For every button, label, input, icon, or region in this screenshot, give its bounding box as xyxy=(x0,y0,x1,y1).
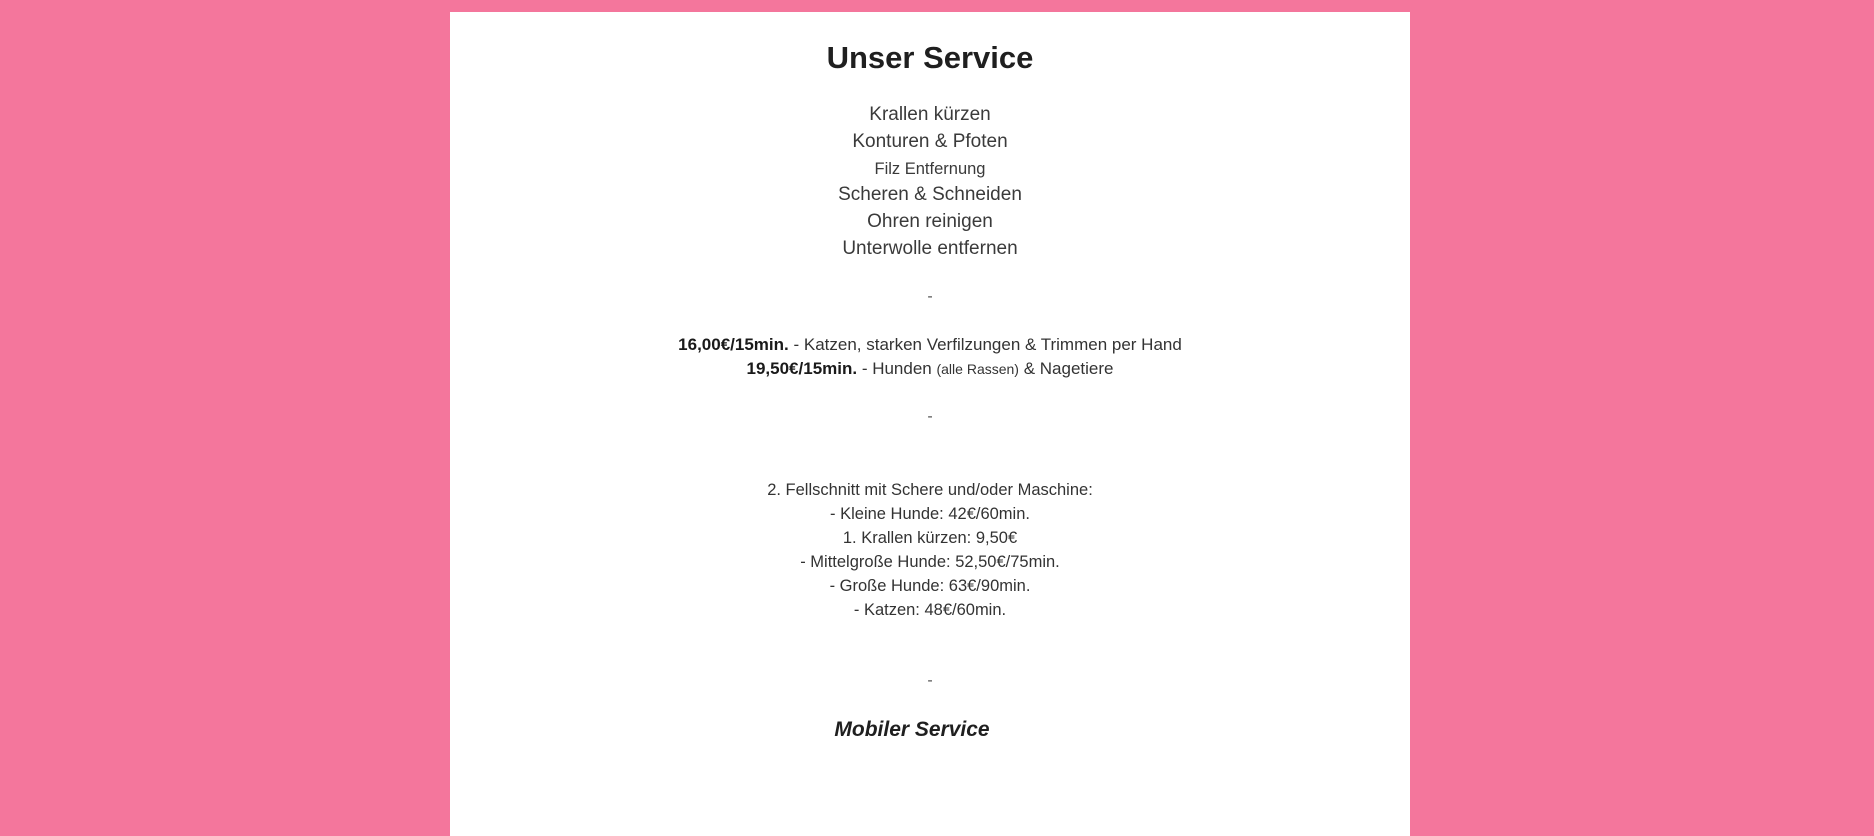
list-item: - Mittelgroße Hunde: 52,50€/75min. xyxy=(800,553,1060,571)
price-amount: 16,00€/15min. xyxy=(678,335,789,354)
price-description: - Hunden xyxy=(857,359,937,378)
list-item: 2. Fellschnitt mit Schere und/oder Maschine: xyxy=(767,481,1093,499)
service-item-konturen: Konturen & Pfoten xyxy=(852,131,1008,152)
service-item-ohren: Ohren reinigen xyxy=(867,211,993,232)
service-item-unterwolle: Unterwolle entfernen xyxy=(842,238,1018,259)
list-item: - Katzen: 48€/60min. xyxy=(853,601,1007,619)
service-item-krallen: Krallen kürzen xyxy=(869,104,991,125)
separator-3: - xyxy=(927,672,933,689)
price-description-suffix: & Nagetiere xyxy=(1018,359,1114,378)
page-title: Unser Service xyxy=(826,40,1034,75)
separator-2: - xyxy=(927,408,933,425)
price-amount: 19,50€/15min. xyxy=(746,359,858,378)
service-item-filz: Filz Entfernung xyxy=(874,160,986,178)
price-line-cats xyxy=(450,335,1410,355)
price-description: - Katzen, starken Verfilzungen & Trimmen per Hand xyxy=(788,335,1182,354)
list-item: - Große Hunde: 63€/90min. xyxy=(829,577,1031,595)
list-item: - Kleine Hunde: 42€/60min. xyxy=(830,505,1030,523)
list-item: 1. Krallen kürzen: 9,50€ xyxy=(842,529,1018,547)
price-note: (alle Rassen) xyxy=(936,361,1019,377)
mobile-service-heading: Mobiler Service xyxy=(834,718,990,741)
content-panel xyxy=(450,12,1410,836)
service-item-scheren: Scheren & Schneiden xyxy=(838,184,1022,205)
price-line-dogs xyxy=(450,359,1410,379)
separator-1: - xyxy=(927,288,933,305)
